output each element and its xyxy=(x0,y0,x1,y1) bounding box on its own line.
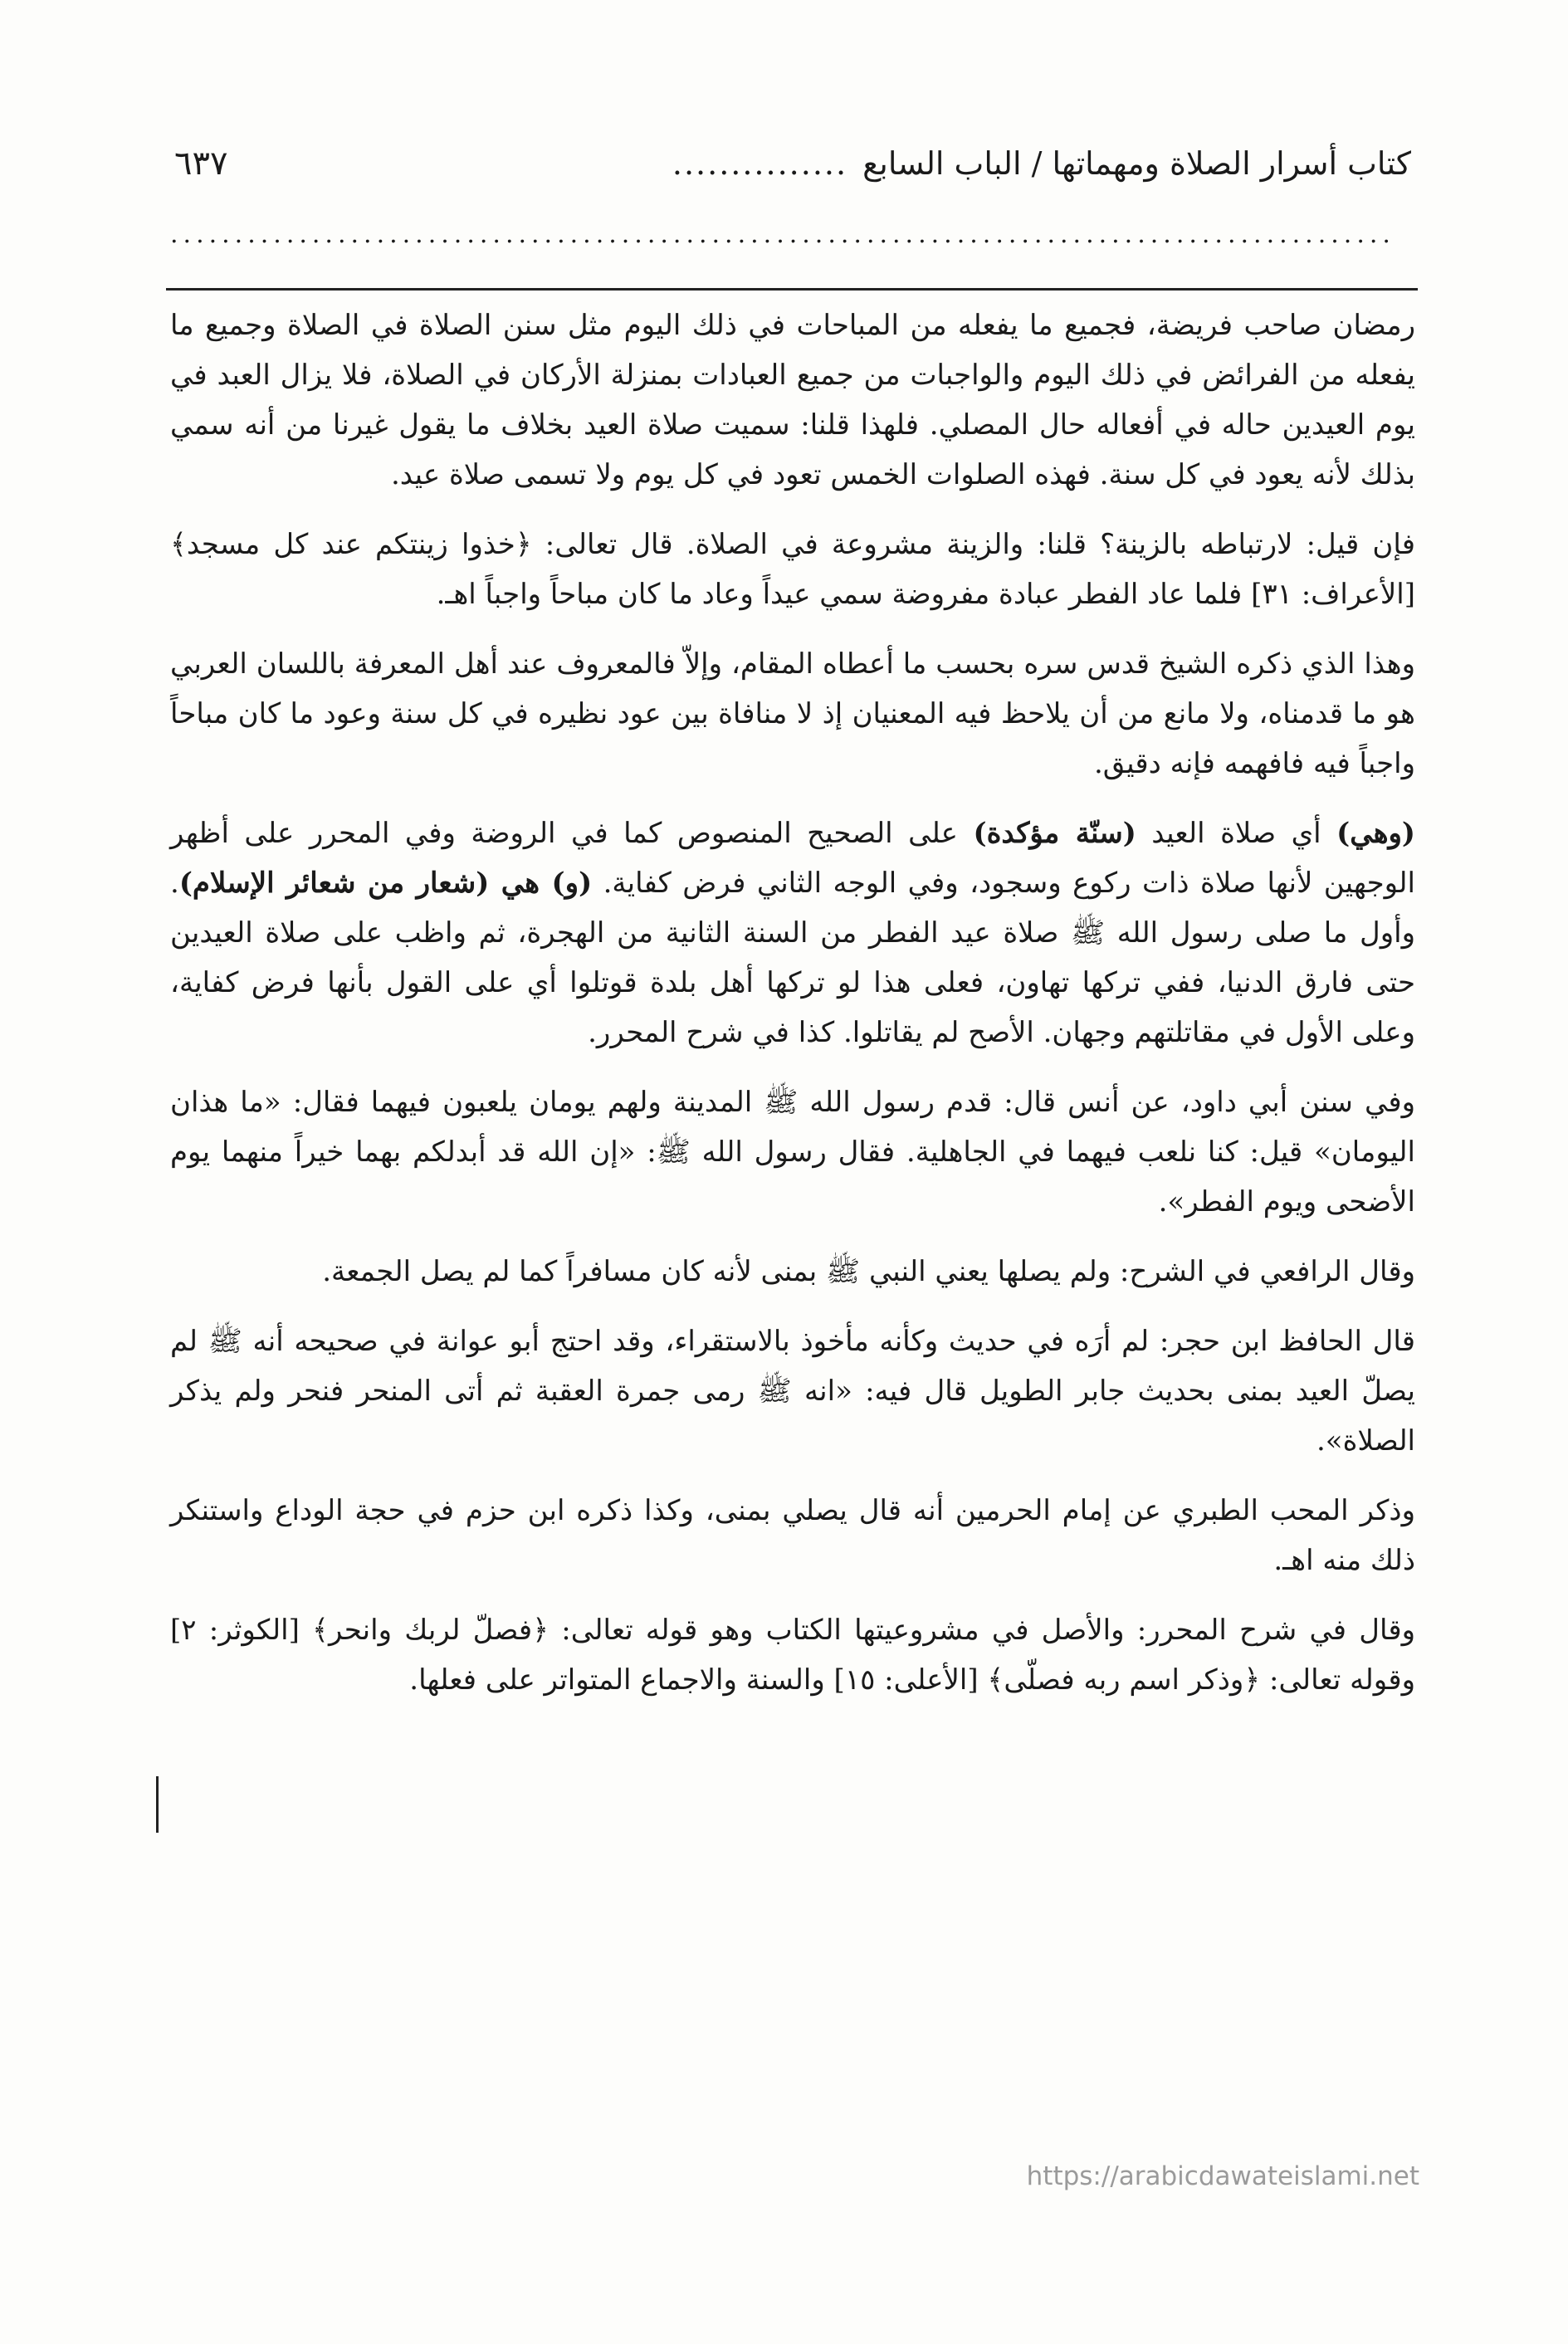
chapter-title: كتاب أسرار الصلاة ومهماتها / الباب السابع xyxy=(862,145,1411,182)
paragraph-text xyxy=(170,520,1415,619)
paragraph-text xyxy=(170,808,1415,1057)
page-number: ٦٣٧ xyxy=(174,144,228,183)
paragraph-text xyxy=(170,1247,1415,1297)
paragraph-text xyxy=(170,1605,1415,1705)
bold-term: (وهي) xyxy=(1336,817,1416,850)
paragraph xyxy=(170,808,1415,1057)
text-run: وقال الرافعي في الشرح: ولم يصلها يعني النبي ﷺ بمنى لأنه كان مسافراً كما لم يصل الجمعة. xyxy=(322,1255,1415,1288)
paragraph xyxy=(170,1486,1415,1585)
text-run: رمضان صاحب فريضة، فجميع ما يفعله من المباحات في ذلك اليوم مثل سنن الصلاة في الصلاة وجميع ما يفعله من الفرائض في ذلك اليوم والواجبات من جميع العبادات بمنزلة الأركان في الصلاة، فلا يزال العبد في يوم العيدين حاله في أفعاله حال المصلي. فلهذا قلنا: سميت صلاة العيد بخلاف ما يقول غيرنا من أنه سمي بذلك لأنه يعود في كل سنة. فهذه الصلوات الخمس تعود في كل يوم ولا تسمى صلاة عيد. xyxy=(170,309,1415,491)
text-run: وقال في شرح المحرر: والأصل في مشروعيتها الكتاب وهو قوله تعالى: ﴿فصلّ لربك وانحر﴾ [الكوثر: ٢] وقوله تعالى: ﴿وذكر اسم ربه فصلّى﴾ [الأعلى: ١٥] والسنة والاجماع المتواتر على فعلها. xyxy=(170,1614,1415,1697)
paragraph-text xyxy=(170,1316,1415,1466)
paragraph xyxy=(170,1605,1415,1705)
text-run: . وأول ما صلى رسول الله ﷺ صلاة عيد الفطر من السنة الثانية من الهجرة، ثم واظب على صلاة العيدين حتى فارق الدنيا، ففي تركها تهاون، فعلى هذا لو تركها أهل بلدة قوتلوا أي على القول بأنها فرض كفاية، وعلى الأول في مقاتلتهم وجهان. الأصح لم يقاتلوا. كذا في شرح المحرر. xyxy=(170,867,1415,1049)
paragraph xyxy=(170,1316,1415,1466)
text-run: قال الحافظ ابن حجر: لم أرَه في حديث وكأنه مأخوذ بالاستقراء، وقد احتج أبو عوانة في صحيحه أنه ﷺ لم يصلّ العيد بمنى بحديث جابر الطويل قال فيه: «انه ﷺ رمى جمرة العقبة ثم أتى المنحر فنحر ولم يذكر الصلاة». xyxy=(170,1325,1415,1458)
bold-term: (و) هي (شعار من شعائر الإسلام) xyxy=(178,867,593,900)
text-run: وفي سنن أبي داود، عن أنس قال: قدم رسول الله ﷺ المدينة ولهم يومان يلعبون فيهما فقال: «ما هذان اليومان» قيل: كنا نلعب فيهما في الجاهلية. فقال رسول الله ﷺ: «إن الله قد أبدلكم بهما خيراً منهما يوم الأضحى ويوم الفطر». xyxy=(170,1086,1415,1218)
paragraph xyxy=(170,1247,1415,1297)
paragraph xyxy=(170,520,1415,619)
header-leader-dots: ............... xyxy=(672,145,848,182)
paragraph xyxy=(170,639,1415,789)
running-header xyxy=(174,134,1411,193)
text-run: وهذا الذي ذكره الشيخ قدس سره بحسب ما أعطاه المقام، وإلاّ فالمعروف عند أهل المعرفة باللسان العربي هو ما قدمناه، ولا مانع من أن يلاحظ فيه المعنيان إذ لا منافاة بين عود نظيره في كل سنة وعود ما كان مباحاً واجباً فيه فافهمه فإنه دقيق. xyxy=(170,647,1415,780)
text-run: على الصحيح المنصوص كما في الروضة وفي المحرر على أظهر الوجهين لأنها صلاة ذات ركوع وسجود، وفي الوجه الثاني فرض كفاية. xyxy=(170,817,1415,900)
paragraph xyxy=(170,1077,1415,1227)
paragraph-text xyxy=(170,300,1415,500)
page-body xyxy=(170,300,1415,1725)
paragraph xyxy=(170,300,1415,500)
watermark-url: https://arabicdawateislami.net xyxy=(1026,2161,1419,2191)
paragraph-text xyxy=(170,1486,1415,1585)
paragraph-text xyxy=(170,639,1415,789)
dotted-separator: ............................................................................................... xyxy=(170,222,1395,247)
text-run: أي صلاة العيد xyxy=(1136,817,1337,850)
bold-term: (سنّة مؤكدة) xyxy=(973,817,1136,850)
margin-mark xyxy=(156,1776,159,1833)
paragraph-text xyxy=(170,1077,1415,1227)
text-run: وذكر المحب الطبري عن إمام الحرمين أنه قال يصلي بمنى، وكذا ذكره ابن حزم في حجة الوداع واستنكر ذلك منه اهـ. xyxy=(170,1494,1415,1577)
header-rule xyxy=(166,288,1418,291)
text-run: فإن قيل: لارتباطه بالزينة؟ قلنا: والزينة مشروعة في الصلاة. قال تعالى: ﴿خذوا زينتكم عند كل مسجد﴾ [الأعراف: ٣١] فلما عاد الفطر عبادة مفروضة سمي عيداً وعاد ما كان مباحاً واجباً اهـ. xyxy=(170,528,1415,611)
